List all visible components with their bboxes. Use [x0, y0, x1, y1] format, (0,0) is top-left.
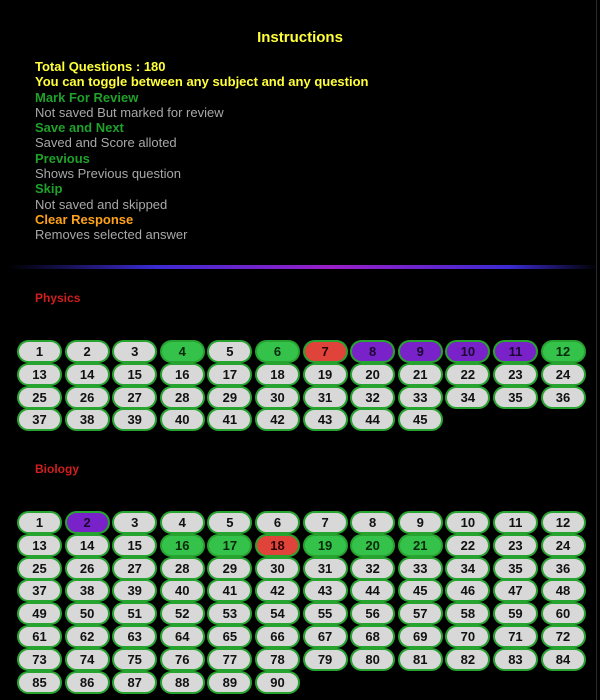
question-bubble-biology-6[interactable]: 6	[255, 511, 300, 534]
question-bubble-physics-5[interactable]: 5	[207, 340, 252, 363]
question-bubble-physics-21[interactable]: 21	[398, 363, 443, 386]
legend-mark-for-review-desc: Not saved But marked for review	[35, 104, 224, 120]
question-bubble-biology-29[interactable]: 29	[207, 557, 252, 580]
question-bubble-biology-8[interactable]: 8	[350, 511, 395, 534]
question-bubble-biology-32[interactable]: 32	[350, 557, 395, 580]
question-bubble-biology-21[interactable]: 21	[398, 534, 443, 557]
question-bubble-biology-56[interactable]: 56	[350, 602, 395, 625]
question-bubble-biology-36[interactable]: 36	[541, 557, 586, 580]
question-bubble-biology-76[interactable]: 76	[160, 648, 205, 671]
question-bubble-biology-33[interactable]: 33	[398, 557, 443, 580]
question-bubble-biology-67[interactable]: 67	[303, 625, 348, 648]
question-bubble-physics-29[interactable]: 29	[207, 386, 252, 409]
question-bubble-biology-25[interactable]: 25	[17, 557, 62, 580]
question-bubble-physics-30[interactable]: 30	[255, 386, 300, 409]
question-bubble-biology-26[interactable]: 26	[65, 557, 110, 580]
instructions-body	[35, 59, 368, 243]
question-bubble-biology-30[interactable]: 30	[255, 557, 300, 580]
question-bubble-biology-87[interactable]: 87	[112, 671, 157, 694]
question-bubble-biology-49[interactable]: 49	[17, 602, 62, 625]
question-bubble-physics-15[interactable]: 15	[112, 363, 157, 386]
question-bubble-biology-48[interactable]: 48	[541, 579, 586, 602]
question-bubble-biology-42[interactable]: 42	[255, 579, 300, 602]
question-bubble-physics-8[interactable]: 8	[350, 340, 395, 363]
question-bubble-biology-72[interactable]: 72	[541, 625, 586, 648]
question-bubble-biology-7[interactable]: 7	[303, 511, 348, 534]
question-bubble-biology-44[interactable]: 44	[350, 579, 395, 602]
legend-skip-label: Skip	[35, 181, 63, 197]
question-bubble-physics-22[interactable]: 22	[445, 363, 490, 386]
question-bubble-biology-15[interactable]: 15	[112, 534, 157, 557]
question-bubble-biology-38[interactable]: 38	[65, 579, 110, 602]
question-bubble-biology-2[interactable]: 2	[65, 511, 110, 534]
question-bubble-physics-41[interactable]: 41	[207, 408, 252, 431]
question-bubble-biology-78[interactable]: 78	[255, 648, 300, 671]
question-bubble-physics-34[interactable]: 34	[445, 386, 490, 409]
question-bubble-biology-47[interactable]: 47	[493, 579, 538, 602]
question-bubble-biology-11[interactable]: 11	[493, 511, 538, 534]
question-bubble-physics-23[interactable]: 23	[493, 363, 538, 386]
question-bubble-biology-41[interactable]: 41	[207, 579, 252, 602]
question-bubble-biology-39[interactable]: 39	[112, 579, 157, 602]
question-bubble-physics-3[interactable]: 3	[112, 340, 157, 363]
question-bubble-biology-51[interactable]: 51	[112, 602, 157, 625]
question-bubble-physics-18[interactable]: 18	[255, 363, 300, 386]
question-bubble-physics-32[interactable]: 32	[350, 386, 395, 409]
question-bubble-biology-17[interactable]: 17	[207, 534, 252, 557]
legend-previous-desc: Shows Previous question	[35, 166, 181, 182]
question-bubble-physics-2[interactable]: 2	[65, 340, 110, 363]
question-bubble-biology-31[interactable]: 31	[303, 557, 348, 580]
question-bubble-biology-9[interactable]: 9	[398, 511, 443, 534]
question-bubble-biology-75[interactable]: 75	[112, 648, 157, 671]
legend-save-and-next-label: Save and Next	[35, 120, 124, 136]
question-bubble-physics-24[interactable]: 24	[541, 363, 586, 386]
question-bubble-biology-10[interactable]: 10	[445, 511, 490, 534]
question-bubble-physics-13[interactable]: 13	[17, 363, 62, 386]
question-bubble-biology-79[interactable]: 79	[303, 648, 348, 671]
total-questions: Total Questions : 180	[35, 59, 166, 74]
question-bubble-biology-88[interactable]: 88	[160, 671, 205, 694]
question-bubble-biology-18[interactable]: 18	[255, 534, 300, 557]
question-bubble-physics-35[interactable]: 35	[493, 386, 538, 409]
question-bubble-biology-20[interactable]: 20	[350, 534, 395, 557]
question-bubble-physics-26[interactable]: 26	[65, 386, 110, 409]
question-bubble-biology-59[interactable]: 59	[493, 602, 538, 625]
legend-mark-for-review-label: Mark For Review	[35, 89, 139, 105]
question-bubble-biology-61[interactable]: 61	[17, 625, 62, 648]
question-bubble-biology-58[interactable]: 58	[445, 602, 490, 625]
question-bubble-biology-74[interactable]: 74	[65, 648, 110, 671]
question-bubble-biology-66[interactable]: 66	[255, 625, 300, 648]
subject-title-biology[interactable]: Biology	[35, 462, 79, 476]
question-bubble-biology-34[interactable]: 34	[445, 557, 490, 580]
section-divider	[8, 265, 598, 269]
question-bubble-physics-37[interactable]: 37	[17, 408, 62, 431]
question-bubble-physics-10[interactable]: 10	[445, 340, 490, 363]
question-bubble-biology-68[interactable]: 68	[350, 625, 395, 648]
question-bubble-physics-39[interactable]: 39	[112, 408, 157, 431]
question-bubble-physics-16[interactable]: 16	[160, 363, 205, 386]
legend-clear-response-label: Clear Response	[35, 211, 134, 227]
question-bubble-biology-5[interactable]: 5	[207, 511, 252, 534]
question-bubble-physics-45[interactable]: 45	[398, 408, 443, 431]
question-bubble-biology-50[interactable]: 50	[65, 602, 110, 625]
question-bubble-physics-7[interactable]: 7	[303, 340, 348, 363]
question-bubble-physics-19[interactable]: 19	[303, 363, 348, 386]
question-bubble-biology-71[interactable]: 71	[493, 625, 538, 648]
subject-title-physics[interactable]: Physics	[35, 291, 81, 305]
question-bubble-biology-53[interactable]: 53	[207, 602, 252, 625]
legend-skip-desc: Not saved and skipped	[35, 196, 168, 212]
question-bubble-physics-14[interactable]: 14	[65, 363, 110, 386]
question-bubble-biology-85[interactable]: 85	[17, 671, 62, 694]
question-bubble-biology-65[interactable]: 65	[207, 625, 252, 648]
question-bubble-biology-3[interactable]: 3	[112, 511, 157, 534]
question-bubble-physics-33[interactable]: 33	[398, 386, 443, 409]
question-bubble-physics-1[interactable]: 1	[17, 340, 62, 363]
question-bubble-biology-35[interactable]: 35	[493, 557, 538, 580]
question-grid-biology	[17, 511, 587, 693]
question-bubble-biology-82[interactable]: 82	[445, 648, 490, 671]
question-bubble-physics-43[interactable]: 43	[303, 408, 348, 431]
question-bubble-physics-9[interactable]: 9	[398, 340, 443, 363]
question-bubble-biology-27[interactable]: 27	[112, 557, 157, 580]
question-bubble-physics-6[interactable]: 6	[255, 340, 300, 363]
question-bubble-biology-62[interactable]: 62	[65, 625, 110, 648]
question-bubble-biology-57[interactable]: 57	[398, 602, 443, 625]
question-grid-physics	[17, 340, 587, 431]
legend-clear-response-desc: Removes selected answer	[35, 227, 188, 243]
question-bubble-biology-28[interactable]: 28	[160, 557, 205, 580]
question-bubble-physics-31[interactable]: 31	[303, 386, 348, 409]
question-bubble-biology-23[interactable]: 23	[493, 534, 538, 557]
question-bubble-biology-22[interactable]: 22	[445, 534, 490, 557]
question-bubble-biology-55[interactable]: 55	[303, 602, 348, 625]
question-bubble-biology-19[interactable]: 19	[303, 534, 348, 557]
question-bubble-biology-69[interactable]: 69	[398, 625, 443, 648]
question-bubble-biology-77[interactable]: 77	[207, 648, 252, 671]
question-bubble-biology-54[interactable]: 54	[255, 602, 300, 625]
question-bubble-physics-36[interactable]: 36	[541, 386, 586, 409]
question-bubble-biology-73[interactable]: 73	[17, 648, 62, 671]
question-bubble-biology-1[interactable]: 1	[17, 511, 62, 534]
question-bubble-biology-64[interactable]: 64	[160, 625, 205, 648]
question-bubble-biology-45[interactable]: 45	[398, 579, 443, 602]
question-bubble-biology-46[interactable]: 46	[445, 579, 490, 602]
question-bubble-biology-84[interactable]: 84	[541, 648, 586, 671]
instructions-title: Instructions	[257, 29, 343, 46]
question-bubble-biology-70[interactable]: 70	[445, 625, 490, 648]
legend-previous-label: Previous	[35, 150, 90, 166]
question-bubble-physics-27[interactable]: 27	[112, 386, 157, 409]
question-bubble-biology-40[interactable]: 40	[160, 579, 205, 602]
question-bubble-biology-60[interactable]: 60	[541, 602, 586, 625]
question-bubble-biology-43[interactable]: 43	[303, 579, 348, 602]
question-bubble-physics-20[interactable]: 20	[350, 363, 395, 386]
question-bubble-biology-13[interactable]: 13	[17, 534, 62, 557]
question-bubble-physics-40[interactable]: 40	[160, 408, 205, 431]
question-bubble-physics-42[interactable]: 42	[255, 408, 300, 431]
question-bubble-biology-52[interactable]: 52	[160, 602, 205, 625]
question-bubble-biology-83[interactable]: 83	[493, 648, 538, 671]
question-bubble-biology-80[interactable]: 80	[350, 648, 395, 671]
question-bubble-biology-24[interactable]: 24	[541, 534, 586, 557]
question-bubble-physics-4[interactable]: 4	[160, 340, 205, 363]
question-bubble-physics-11[interactable]: 11	[493, 340, 538, 363]
question-bubble-biology-81[interactable]: 81	[398, 648, 443, 671]
question-bubble-biology-12[interactable]: 12	[541, 511, 586, 534]
question-bubble-physics-17[interactable]: 17	[207, 363, 252, 386]
question-bubble-biology-89[interactable]: 89	[207, 671, 252, 694]
question-bubble-physics-25[interactable]: 25	[17, 386, 62, 409]
legend-save-and-next-desc: Saved and Score alloted	[35, 135, 177, 151]
question-bubble-biology-4[interactable]: 4	[160, 511, 205, 534]
question-bubble-biology-16[interactable]: 16	[160, 534, 205, 557]
question-bubble-physics-44[interactable]: 44	[350, 408, 395, 431]
question-bubble-biology-37[interactable]: 37	[17, 579, 62, 602]
question-bubble-biology-86[interactable]: 86	[65, 671, 110, 694]
question-bubble-biology-63[interactable]: 63	[112, 625, 157, 648]
question-bubble-physics-38[interactable]: 38	[65, 408, 110, 431]
toggle-note: You can toggle between any subject and any question	[35, 74, 369, 90]
question-bubble-biology-14[interactable]: 14	[65, 534, 110, 557]
question-bubble-physics-12[interactable]: 12	[541, 340, 586, 363]
question-bubble-physics-28[interactable]: 28	[160, 386, 205, 409]
question-bubble-biology-90[interactable]: 90	[255, 671, 300, 694]
